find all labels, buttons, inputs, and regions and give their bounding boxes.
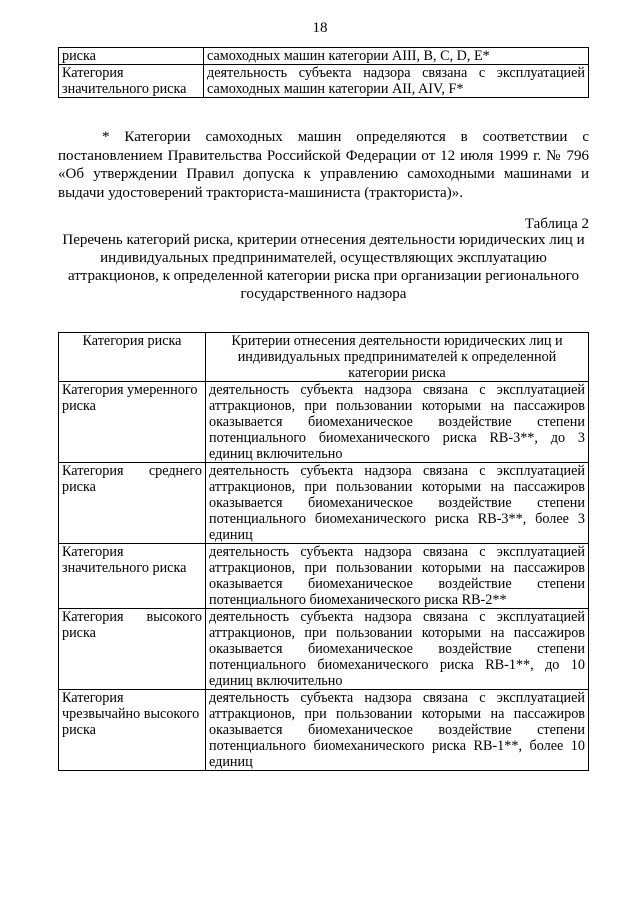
page-number: 18	[312, 20, 328, 36]
risk-category-table	[58, 332, 589, 771]
risk-category-cell: Категория значительного риска	[59, 544, 206, 609]
table-row	[59, 65, 589, 98]
table-row	[59, 463, 589, 544]
criteria-cell: деятельность субъекта надзора связана с эксплуатацией самоходных машин категории AII, AIV, F*	[204, 65, 589, 98]
risk-category-cell: Категория чрезвычайно высокого риска	[59, 690, 206, 771]
table-row	[59, 690, 589, 771]
criteria-cell: деятельность субъекта надзора связана с эксплуатацией аттракционов, при пользовании которыми на пассажиров оказывается биомеханическое воздействие степени потенциального биомеханического риска RB-3**, до 3 единиц включительно	[206, 382, 589, 463]
table-row	[59, 48, 589, 65]
risk-category-cell: риска	[59, 48, 204, 65]
table-title: Перечень категорий риска, критерии отнесения деятельности юридических лиц и индивидуальных предпринимателей, осуществляющих эксплуатацию аттракционов, к определенной категории риска при организации регионального государственного надзора	[62, 232, 585, 302]
criteria-cell: деятельность субъекта надзора связана с эксплуатацией аттракционов, при пользовании которыми на пассажиров оказывается биомеханическое воздействие степени потенциального биомеханического риска RB-1**, до 10 единиц включительно	[206, 609, 589, 690]
criteria-cell: деятельность субъекта надзора связана с эксплуатацией аттракционов, при пользовании которыми на пассажиров оказывается биомеханическое воздействие степени потенциального биомеханического риска RB-3**, более 3 единиц	[206, 463, 589, 544]
footnote: * Категории самоходных машин определяются в соответствии с постановлением Правительства Российской Федерации от 12 июля 1999 г. № 796 «Об утверждении Правил допуска к управлению самоходными машинами и выдачи удостоверений тракториста-машиниста (тракториста)».	[58, 129, 589, 201]
table-row	[59, 382, 589, 463]
table-label: Таблица 2	[524, 216, 589, 232]
table-row	[59, 544, 589, 609]
criteria-cell: деятельность субъекта надзора связана с эксплуатацией аттракционов, при пользовании которыми на пассажиров оказывается биомеханическое воздействие степени потенциального биомеханического риска RB-2**	[206, 544, 589, 609]
criteria-cell: деятельность субъекта надзора связана с эксплуатацией аттракционов, при пользовании которыми на пассажиров оказывается биомеханическое воздействие степени потенциального биомеханического риска RB-1**, более 10 единиц	[206, 690, 589, 771]
table-row	[59, 609, 589, 690]
column-header-criteria: Критерии отнесения деятельности юридических лиц и индивидуальных предпринимателей к определенной категории риска	[206, 333, 589, 382]
risk-category-cell: Категория среднего риска	[59, 463, 206, 544]
risk-category-cell: Категория умеренного риска	[59, 382, 206, 463]
risk-category-cell: Категория значительного риска	[59, 65, 204, 98]
top-table	[58, 47, 589, 98]
risk-category-cell: Категория высокого риска	[59, 609, 206, 690]
table-header-row	[59, 333, 589, 382]
column-header-category: Категория риска	[59, 333, 206, 382]
criteria-cell: самоходных машин категории AIII, B, C, D, E*	[204, 48, 589, 65]
